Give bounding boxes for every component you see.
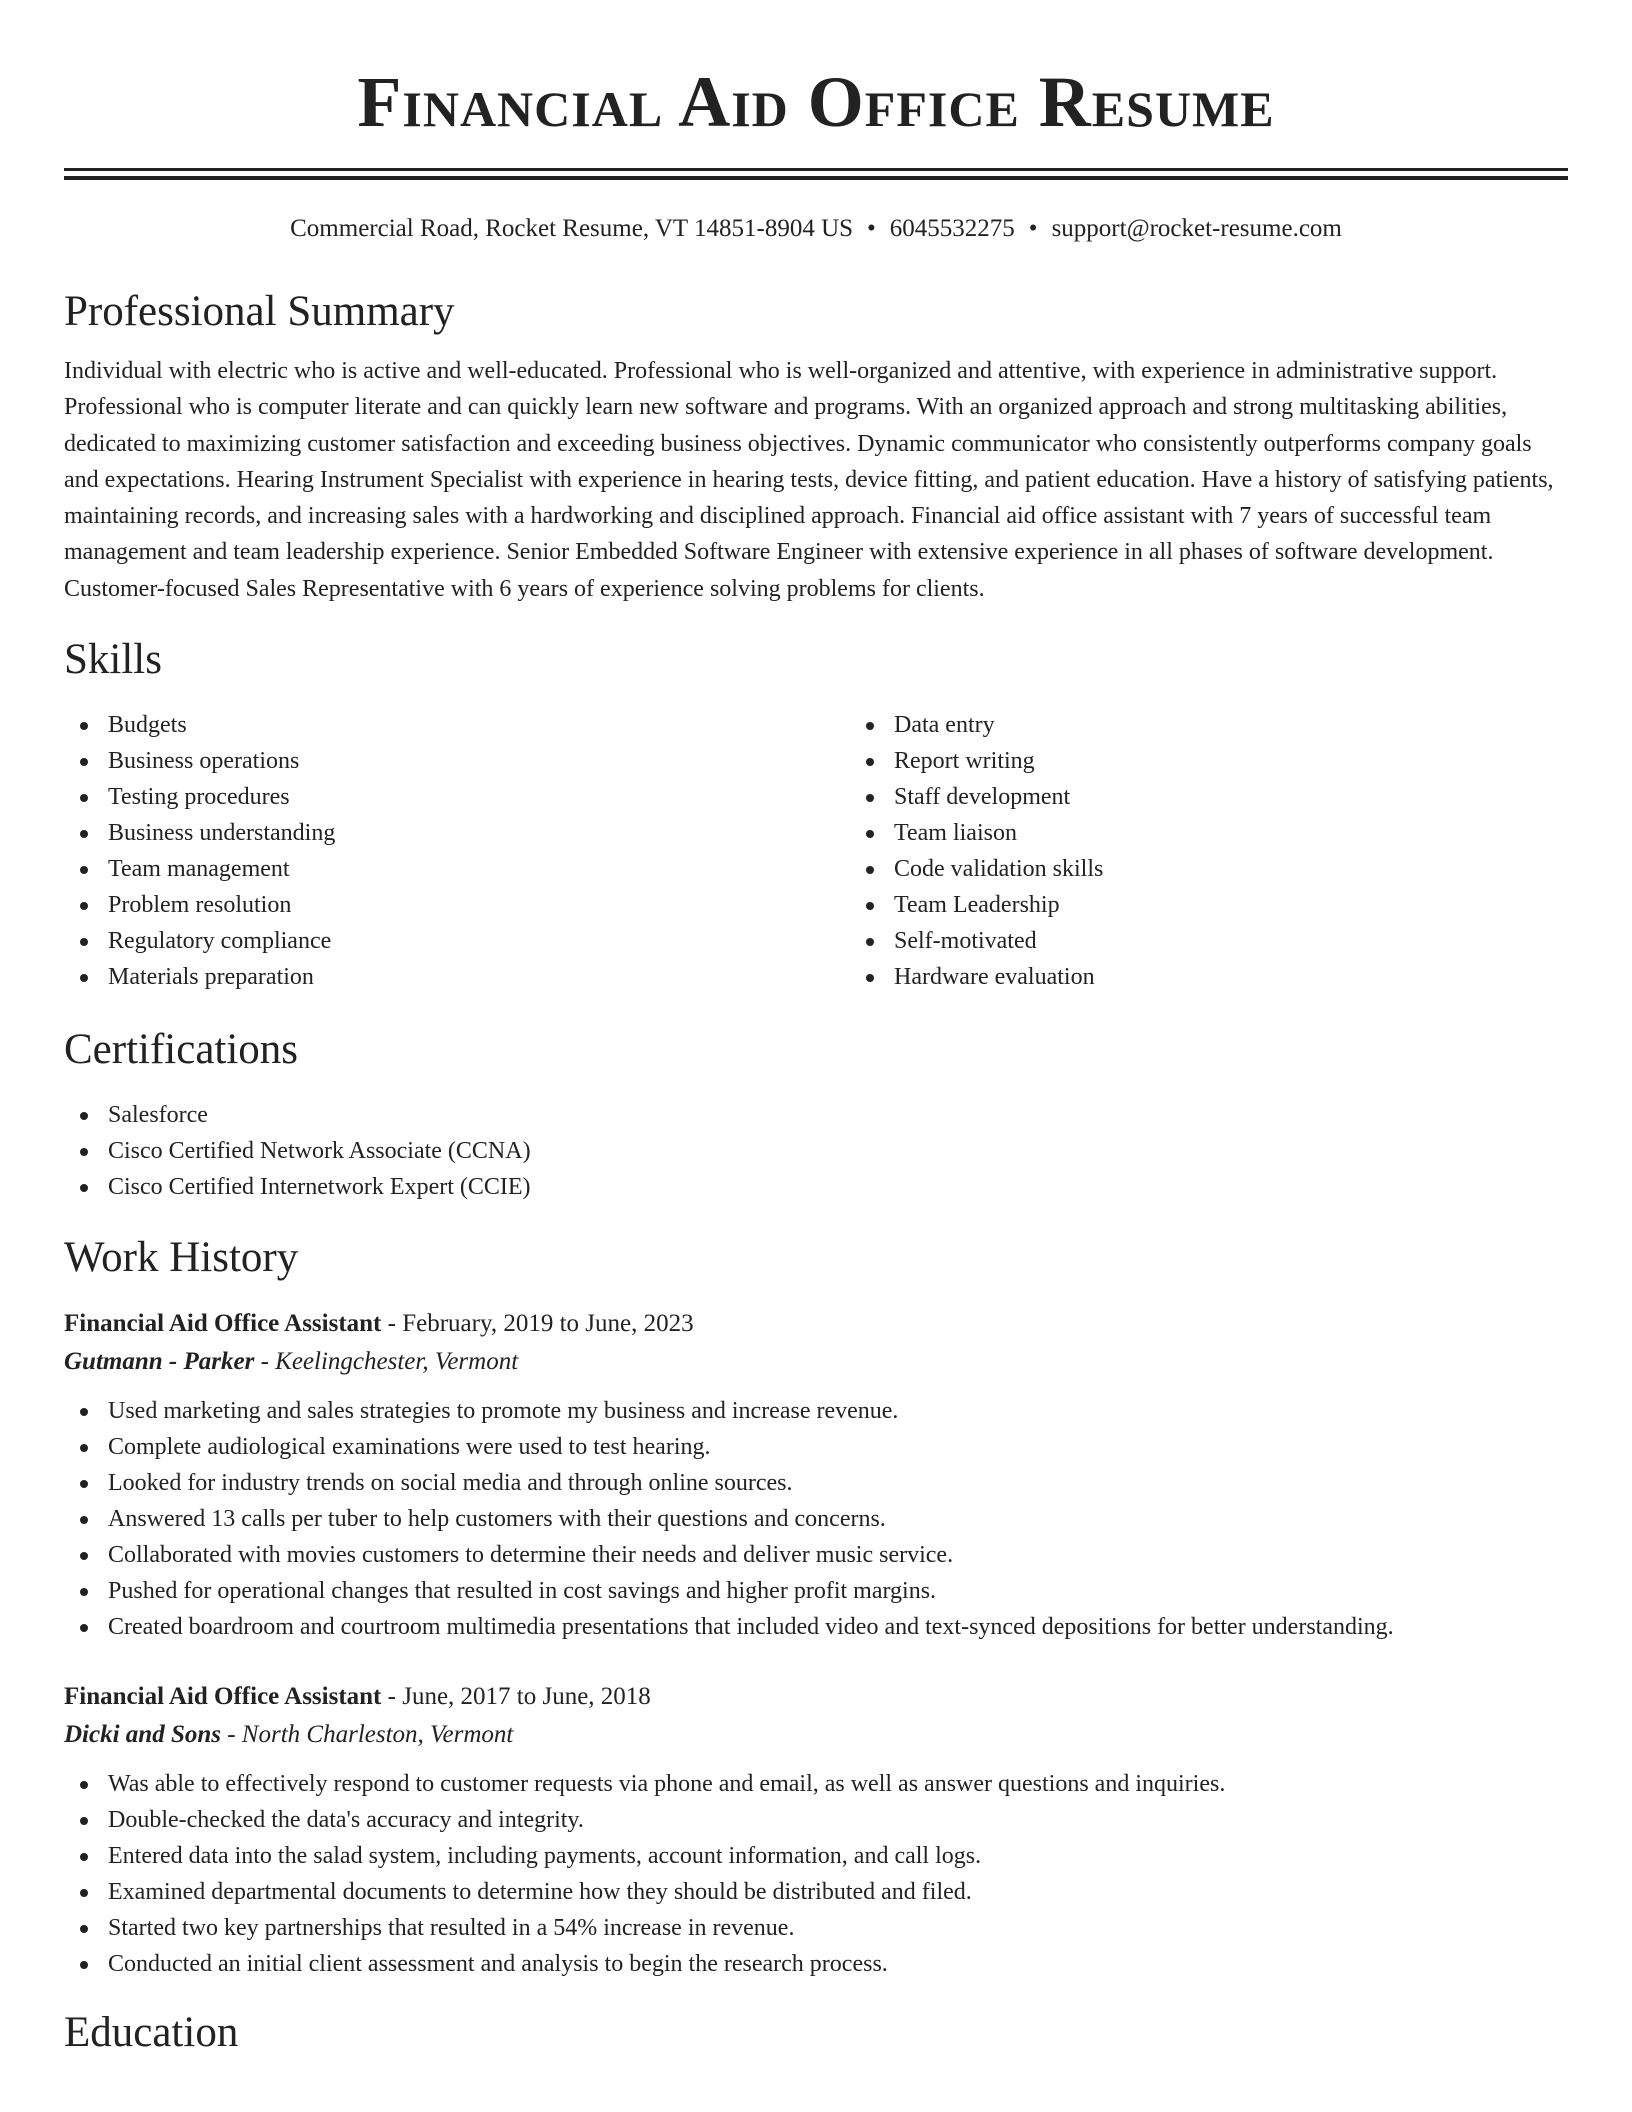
skill-item: Code validation skills	[894, 851, 1632, 887]
job-role: Financial Aid Office Assistant	[64, 1683, 382, 1711]
skill-item: Self-motivated	[894, 923, 1632, 959]
job-duty-item: Started two key partnerships that resulted in a 54% increase in revenue.	[108, 1910, 1568, 1946]
skill-item: Testing procedures	[108, 779, 850, 815]
skills-list-left	[64, 707, 850, 995]
work-history-heading: Work History	[64, 1234, 299, 1282]
company-location: - North Charleston, Vermont	[227, 1721, 514, 1749]
summary-text: Individual with electric who is active and well-educated. Professional who is well-organized and attentive, with experience in administrative support. Professional who is computer literate and can quickly learn new software and programs. With an organized approach and strong multitasking abilities, dedicated to maximizing customer satisfaction and exceeding business objectives. Dynamic communicator who consistently outperforms company goals and expectations. Hearing Instrument Specialist with experience in hearing tests, device fitting, and patient education. Have a history of satisfying patients, maintaining records, and increasing sales with a hardworking and disciplined approach. Financial aid office assistant with 7 years of successful team management and team leadership experience. Senior Embedded Software Engineer with extensive experience in all phases of software development. Customer-focused Sales Representative with 6 years of experience solving problems for clients.	[64, 358, 1554, 602]
skill-item: Team management	[108, 851, 850, 887]
skills-columns	[64, 707, 1568, 995]
resume-title: Financial Aid Office Resume	[357, 62, 1275, 142]
skill-item: Business understanding	[108, 815, 850, 851]
skill-item: Data entry	[894, 707, 1632, 743]
job-duties-list	[64, 1766, 1568, 1982]
company-name: Dicki and Sons	[64, 1721, 221, 1749]
contact-line	[64, 214, 1568, 244]
job-entry	[64, 1678, 1568, 1982]
contact-separator: •	[1028, 215, 1038, 242]
certifications-list	[64, 1097, 1568, 1205]
job-role: Financial Aid Office Assistant	[64, 1310, 382, 1338]
job-duty-item: Created boardroom and courtroom multimedia presentations that included video and text-synced depositions for better understanding.	[108, 1609, 1568, 1645]
summary-heading: Professional Summary	[64, 288, 455, 335]
skill-item: Problem resolution	[108, 887, 850, 923]
job-duty-item: Examined departmental documents to determine how they should be distributed and filed.	[108, 1874, 1568, 1910]
certification-item: Cisco Certified Internetwork Expert (CCIE)	[108, 1169, 1568, 1205]
skill-item: Report writing	[894, 743, 1632, 779]
company-name: Gutmann - Parker	[64, 1348, 255, 1376]
company-line	[64, 1716, 1568, 1754]
skill-item: Business operations	[108, 743, 850, 779]
contact-phone: 6045532275	[889, 215, 1015, 242]
skill-item: Materials preparation	[108, 959, 850, 995]
skill-item: Budgets	[108, 707, 850, 743]
certifications-heading: Certifications	[64, 1026, 299, 1074]
job-duty-item: Complete audiological examinations were used to test hearing.	[108, 1429, 1568, 1465]
job-duty-item: Pushed for operational changes that resulted in cost savings and higher profit margins.	[108, 1573, 1568, 1609]
job-entry	[64, 1305, 1568, 1645]
job-duty-item: Collaborated with movies customers to determine their needs and deliver music service.	[108, 1537, 1568, 1573]
contact-address: Commercial Road, Rocket Resume, VT 14851-8904 US	[290, 215, 854, 242]
skill-item: Hardware evaluation	[894, 959, 1632, 995]
certification-item: Cisco Certified Network Associate (CCNA)	[108, 1133, 1568, 1169]
job-dates: - February, 2019 to June, 2023	[387, 1310, 694, 1338]
job-duty-item: Answered 13 calls per tuber to help customers with their questions and concerns.	[108, 1501, 1568, 1537]
job-duty-item: Was able to effectively respond to customer requests via phone and email, as well as answer questions and inquiries.	[108, 1766, 1568, 1802]
job-title-line	[64, 1305, 1568, 1343]
company-location: - Keelingchester, Vermont	[260, 1348, 519, 1376]
job-duty-item: Used marketing and sales strategies to promote my business and increase revenue.	[108, 1393, 1568, 1429]
skill-item: Team Leadership	[894, 887, 1632, 923]
job-duty-item: Conducted an initial client assessment and analysis to begin the research process.	[108, 1946, 1568, 1982]
skill-item: Regulatory compliance	[108, 923, 850, 959]
job-duty-item: Looked for industry trends on social media and through online sources.	[108, 1465, 1568, 1501]
skill-item: Staff development	[894, 779, 1632, 815]
job-dates: - June, 2017 to June, 2018	[387, 1683, 651, 1711]
job-duties-list	[64, 1393, 1568, 1645]
certification-item: Salesforce	[108, 1097, 1568, 1133]
contact-separator: •	[867, 215, 876, 242]
skills-heading: Skills	[64, 636, 162, 684]
contact-email: support@rocket-resume.com	[1051, 215, 1342, 242]
skill-item: Team liaison	[894, 815, 1632, 851]
education-heading: Education	[64, 2009, 239, 2057]
job-duty-item: Double-checked the data's accuracy and integrity.	[108, 1802, 1568, 1838]
job-title-line	[64, 1678, 1568, 1716]
company-line	[64, 1343, 1568, 1381]
job-duty-item: Entered data into the salad system, including payments, account information, and call logs.	[108, 1838, 1568, 1874]
title-divider	[64, 168, 1568, 180]
skills-list-right	[850, 707, 1632, 995]
